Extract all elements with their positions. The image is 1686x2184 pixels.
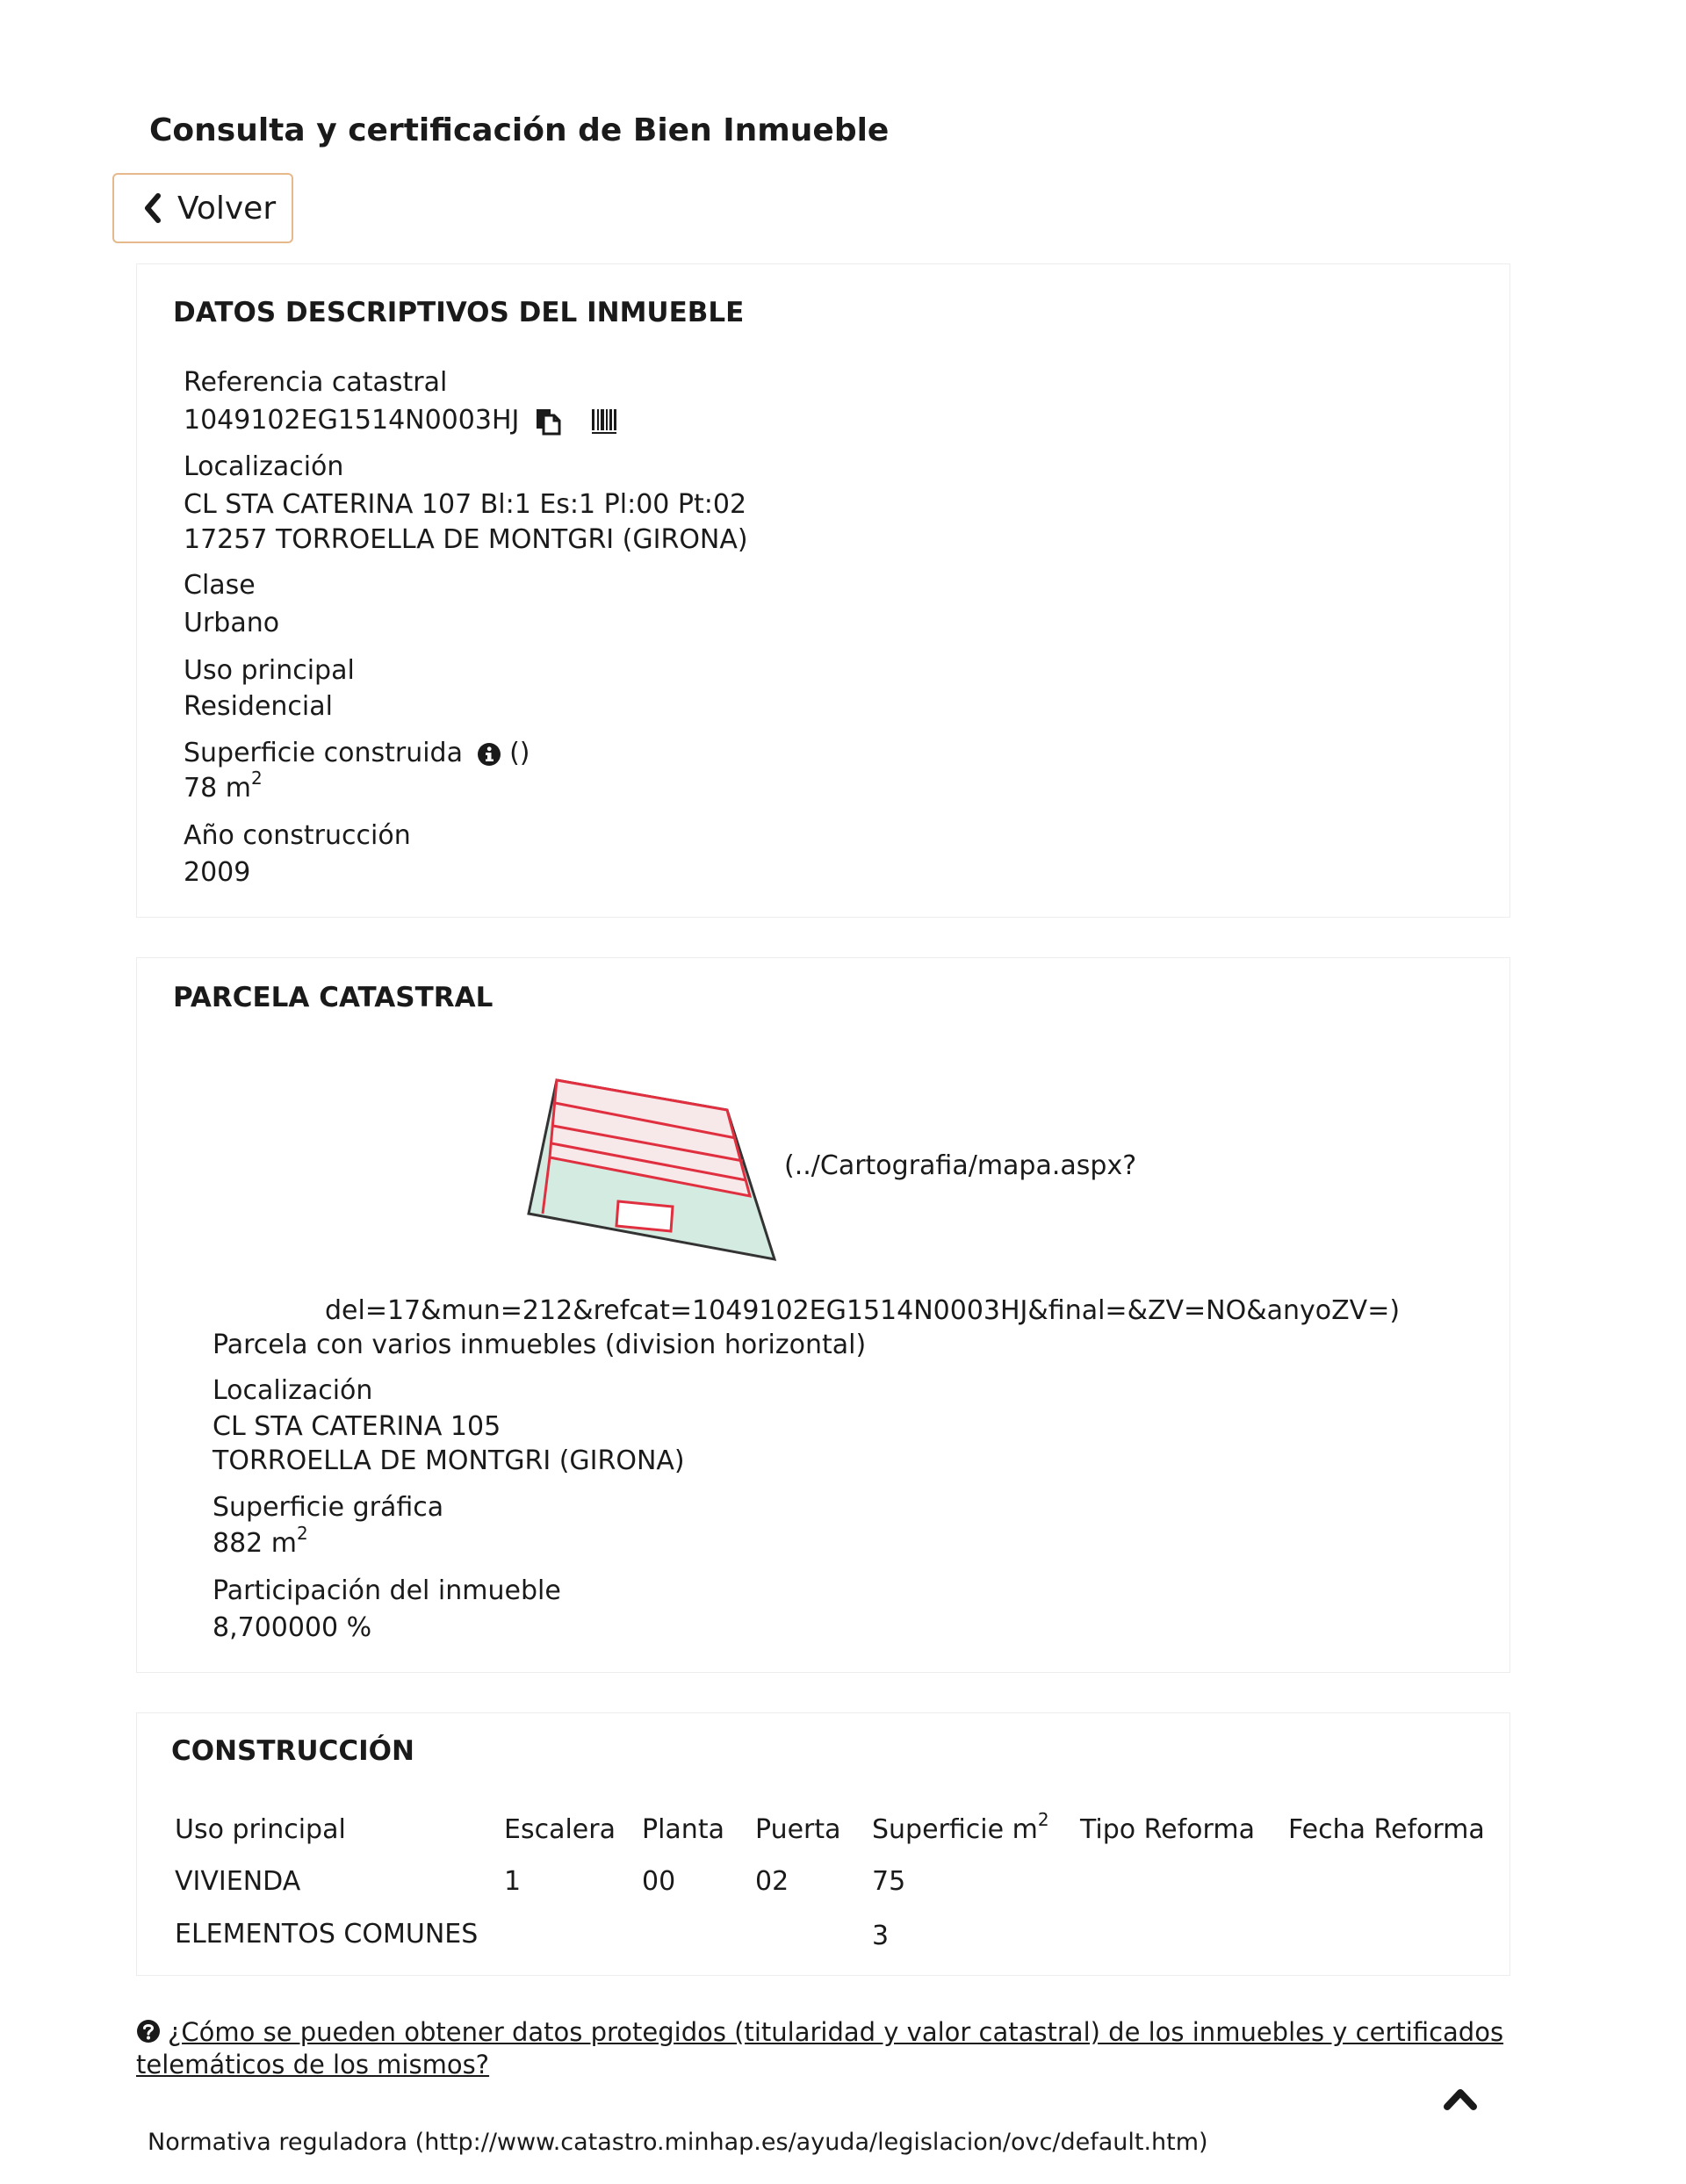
superficie-construida-value: 78 m: [184, 773, 251, 804]
info-icon[interactable]: [477, 742, 501, 767]
parcela-section-title: PARCELA CATASTRAL: [173, 982, 494, 1013]
construccion-section-title: CONSTRUCCIÓN: [171, 1735, 414, 1767]
page-title: Consulta y certificación de Bien Inmueble: [149, 112, 890, 148]
barcode-icon[interactable]: [590, 407, 618, 436]
parcela-tipo: Parcela con varios inmuebles (division horizontal): [213, 1330, 867, 1360]
localizacion-line-2: 17257 TORROELLA DE MONTGRI (GIRONA): [184, 524, 748, 555]
chevron-left-icon: [140, 191, 165, 226]
clase-value: Urbano: [184, 608, 280, 638]
map-link-part-1[interactable]: (../Cartografia/mapa.aspx?: [784, 1150, 1137, 1181]
uso-principal-label: Uso principal: [184, 655, 355, 686]
localizacion-line-1: CL STA CATERINA 107 Bl:1 Es:1 Pl:00 Pt:02: [184, 489, 747, 520]
help-icon: [136, 2019, 161, 2043]
superficie-grafica-value: 882 m: [213, 1528, 298, 1559]
superficie-grafica-label: Superficie gráfica: [213, 1492, 444, 1523]
col-header-superficie-exp: 2: [1037, 1809, 1049, 1830]
help-link-text-2[interactable]: telemáticos de los mismos?: [136, 2050, 490, 2079]
col-header-fecha-reforma: Fecha Reforma: [1288, 1814, 1485, 1845]
copy-icon[interactable]: [535, 407, 561, 436]
ref-catastral-label: Referencia catastral: [184, 367, 448, 398]
table-cell-planta: 00: [642, 1866, 676, 1897]
participacion-label: Participación del inmueble: [213, 1575, 561, 1606]
help-link-text-1[interactable]: ¿Cómo se pueden obtener datos protegidos (titularidad y valor catastral) de los inmuebles y certificados: [168, 2017, 1504, 2047]
col-header-puerta: Puerta: [755, 1814, 841, 1845]
help-line-2: [136, 2050, 489, 2079]
parcela-localizacion-line-2: TORROELLA DE MONTGRI (GIRONA): [213, 1445, 685, 1476]
parcel-map-thumbnail[interactable]: [523, 1073, 787, 1266]
participacion-value: 8,700000 %: [213, 1612, 372, 1643]
localizacion-label: Localización: [184, 451, 344, 482]
table-cell-escalera: 1: [504, 1866, 522, 1897]
superficie-construida-row: [184, 738, 530, 768]
datos-section-title: DATOS DESCRIPTIVOS DEL INMUEBLE: [173, 297, 745, 328]
table-cell-uso: VIVIENDA: [175, 1866, 301, 1897]
col-header-planta: Planta: [642, 1814, 724, 1845]
col-header-uso: Uso principal: [175, 1814, 346, 1845]
table-cell-superficie: 3: [872, 1921, 890, 1951]
superficie-construida-value-row: [184, 768, 263, 804]
table-cell-uso: ELEMENTOS COMUNES: [175, 1919, 479, 1950]
superficie-construida-exp: 2: [250, 768, 263, 789]
parcela-localizacion-label: Localización: [213, 1375, 373, 1406]
ref-catastral-value: 1049102EG1514N0003HJ: [184, 405, 520, 436]
normativa-reguladora[interactable]: Normativa reguladora (http://www.catastro.minhap.es/ayuda/legislacion/ovc/default.htm): [148, 2129, 1208, 2156]
col-header-tipo-reforma: Tipo Reforma: [1080, 1814, 1255, 1845]
help-line-1: [136, 2017, 1503, 2047]
anyo-construccion-label: Año construcción: [184, 820, 411, 851]
back-button[interactable]: [112, 173, 293, 243]
superficie-construida-paren: (): [509, 738, 530, 768]
back-button-label: Volver: [177, 190, 277, 227]
col-header-escalera: Escalera: [504, 1814, 616, 1845]
superficie-grafica-value-row: [213, 1523, 308, 1559]
chevron-up-icon[interactable]: [1443, 2086, 1478, 2112]
map-link-part-2[interactable]: del=17&mun=212&refcat=1049102EG1514N0003HJ&final=&ZV=NO&anyoZV=): [325, 1295, 1401, 1326]
superficie-grafica-exp: 2: [297, 1523, 308, 1544]
parcela-localizacion-line-1: CL STA CATERINA 105: [213, 1411, 501, 1442]
ref-catastral-row: [184, 405, 618, 436]
col-header-superficie-label: Superficie m: [872, 1814, 1038, 1845]
superficie-construida-label: Superficie construida: [184, 738, 463, 768]
uso-principal-value: Residencial: [184, 691, 333, 722]
table-cell-puerta: 02: [755, 1866, 789, 1897]
table-cell-superficie: 75: [872, 1866, 906, 1897]
clase-label: Clase: [184, 570, 256, 601]
anyo-construccion-value: 2009: [184, 857, 251, 888]
col-header-superficie: [872, 1809, 1049, 1845]
